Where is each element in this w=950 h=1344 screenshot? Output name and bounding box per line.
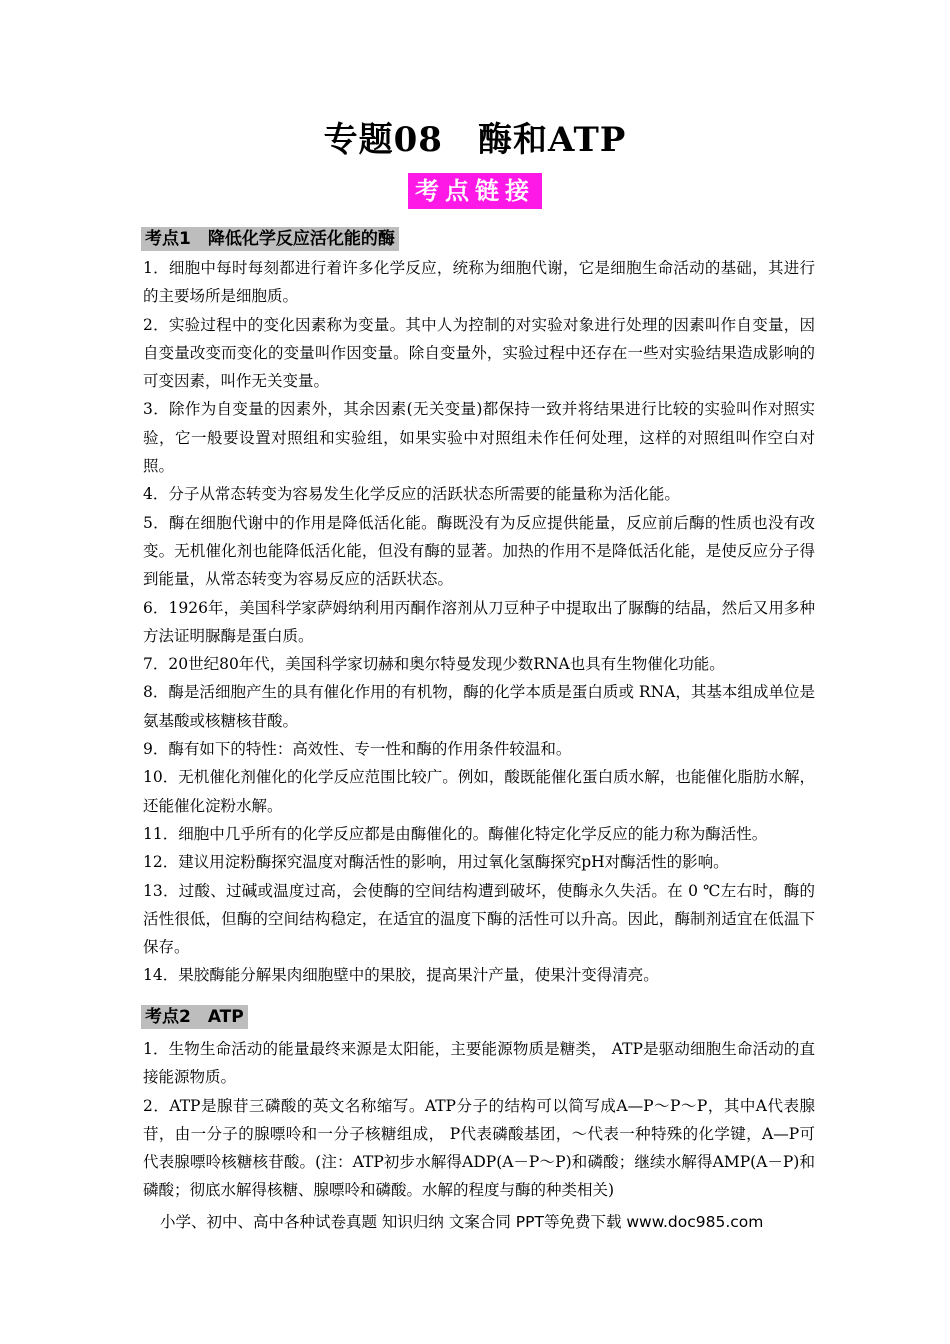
list-item: 1．生物生命活动的能量最终来源是太阳能，主要能源物质是糖类， ATP是驱动细胞生命活动的直接能源物质。 (143, 1040, 815, 1087)
section-badge: 考点链接 (408, 173, 542, 209)
list-item: 8．酶是活细胞产生的具有催化作用的有机物，酶的化学本质是蛋白质或 RNA，其基本组成单位是氨基酸或核糖核苷酸。 (143, 683, 815, 730)
list-item: 10．无机催化剂催化的化学反应范围比较广。例如，酸既能催化蛋白质水解，也能催化脂肪水解，还能催化淀粉水解。 (143, 768, 815, 815)
list-item: 2．ATP是腺苷三磷酸的英文名称缩写。ATP分子的结构可以简写成A—P～P～P，其中A代表腺苷，由一分子的腺嘌呤和一分子核糖组成， P代表磷酸基团，～代表一种特殊的化学键，A—P可代表腺嘌呤核糖核苷酸。(注：ATP初步水解得ADP(A－P～P)和磷酸；继续水解得AMP(A－P)和磷酸；彻底水解得核糖、腺嘌呤和磷酸。水解的程度与酶的种类相关) (143, 1096, 815, 1200)
list-item: 7．20世纪80年代，美国科学家切赫和奥尔特曼发现少数RNA也具有生物催化功能。 (143, 655, 725, 674)
list-item: 5．酶在细胞代谢中的作用是降低活化能。酶既没有为反应提供能量，反应前后酶的性质也没有改变。无机催化剂也能降低活化能，但没有酶的显著。加热的作用不是降低活化能，是使反应分子得到能量，从常态转变为容易反应的活跃状态。 (143, 513, 815, 589)
list-item: 4．分子从常态转变为容易发生化学反应的活跃状态所需要的能量称为活化能。 (143, 485, 680, 504)
section-heading-1: 考点1 降低化学反应活化能的酶 (141, 227, 399, 251)
list-item: 14．果胶酶能分解果肉细胞壁中的果胶，提高果汁产量，使果汁变得清亮。 (143, 966, 659, 985)
list-item: 3．除作为自变量的因素外，其余因素(无关变量)都保持一致并将结果进行比较的实验叫作对照实验，它一般要设置对照组和实验组，如果实验中对照组未作任何处理，这样的对照组叫作空白对照。 (143, 400, 815, 476)
list-item: 2．实验过程中的变化因素称为变量。其中人为控制的对实验对象进行处理的因素叫作自变量，因自变量改变而变化的变量叫作因变量。除自变量外，实验过程中还存在一些对实验结果造成影响的可变因素，叫作无关变量。 (143, 315, 815, 391)
footer-text: 小学、初中、高中各种试卷真题 知识归纳 文案合同 PPT等免费下载 www.doc985.com (160, 1213, 764, 1231)
section-1-body (143, 254, 815, 990)
list-item: 1．细胞中每时每刻都进行着许多化学反应，统称为细胞代谢，它是细胞生命活动的基础，其进行的主要场所是细胞质。 (143, 259, 815, 306)
list-item: 13．过酸、过碱或温度过高，会使酶的空间结构遭到破坏，使酶永久失活。在 0 ℃左右时，酶的活性很低，但酶的空间结构稳定，在适宜的温度下酶的活性可以升高。因此，酶制剂适宜在低温下保存。 (143, 881, 815, 957)
page-title: 专题08 酶和ATP (323, 120, 627, 160)
section-heading-2: 考点2 ATP (141, 1005, 248, 1029)
list-item: 9．酶有如下的特性：高效性、专一性和酶的作用条件较温和。 (143, 740, 572, 759)
list-item: 11．细胞中几乎所有的化学反应都是由酶催化的。酶催化特定化学反应的能力称为酶活性。 (143, 824, 768, 843)
list-item: 6．1926年，美国科学家萨姆纳利用丙酮作溶剂从刀豆种子中提取出了脲酶的结晶，然后又用多种方法证明脲酶是蛋白质。 (143, 598, 815, 645)
section-2-body (143, 1035, 815, 1205)
list-item: 12．建议用淀粉酶探究温度对酶活性的影响，用过氧化氢酶探究pH对酶活性的影响。 (143, 853, 729, 872)
